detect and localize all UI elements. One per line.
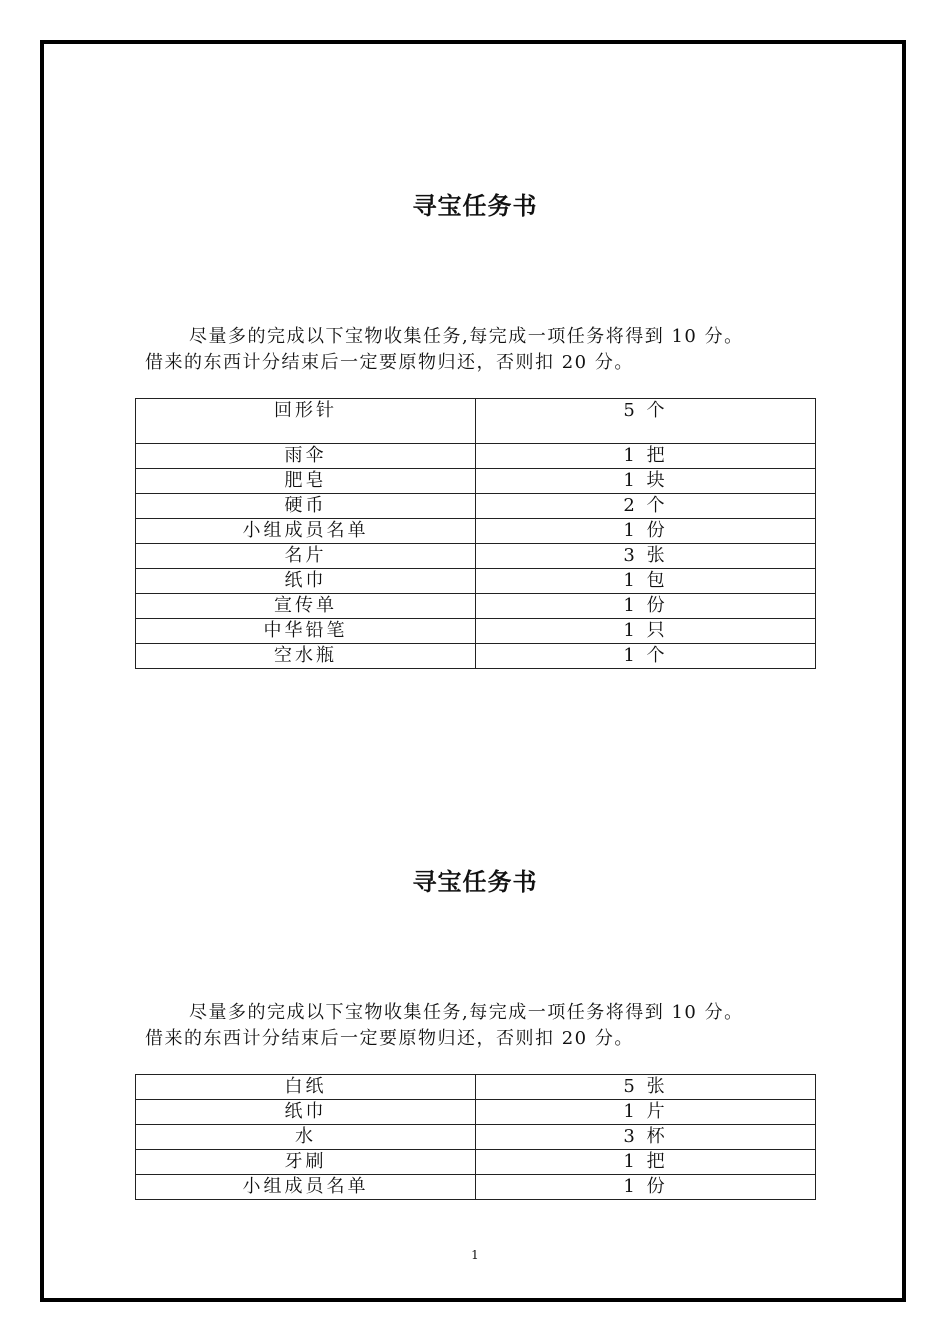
item-qty-cell: 1 把 [476,1150,816,1175]
table-row [136,1150,816,1175]
item-qty-cell: 5 个 [476,399,816,444]
item-qty-cell: 3 张 [476,544,816,569]
item-qty-cell: 5 张 [476,1075,816,1100]
item-name-cell: 中华铅笔 [136,619,476,644]
section-2-intro-line-2: 借来的东西计分结束后一定要原物归还，否则扣 20 分。 [145,1028,634,1049]
page-number: 1 [471,1248,479,1262]
item-name-cell: 肥皂 [136,469,476,494]
item-name-cell: 白纸 [136,1075,476,1100]
table-row [136,469,816,494]
item-qty-cell: 1 个 [476,644,816,669]
item-name-cell: 宣传单 [136,594,476,619]
item-qty-cell: 1 份 [476,1175,816,1200]
table-row [136,1125,816,1150]
table-row [136,544,816,569]
table-row [136,1175,816,1200]
item-qty-cell: 2 个 [476,494,816,519]
item-name-cell: 小组成员名单 [136,519,476,544]
item-name-cell: 牙刷 [136,1150,476,1175]
table-row [136,1075,816,1100]
table-row [136,494,816,519]
table-row [136,444,816,469]
section-1-intro-line-2: 借来的东西计分结束后一定要原物归还，否则扣 20 分。 [145,352,634,373]
item-name-cell: 纸巾 [136,1100,476,1125]
section-2-title: 寻宝任务书 [412,868,538,896]
item-name-cell: 雨伞 [136,444,476,469]
item-name-cell: 名片 [136,544,476,569]
section-2-intro [145,1000,825,1052]
table-row [136,644,816,669]
item-qty-cell: 1 只 [476,619,816,644]
item-name-cell: 纸巾 [136,569,476,594]
table-row [136,519,816,544]
table-row [136,619,816,644]
table-row [136,594,816,619]
table-row [136,1100,816,1125]
section-1-intro [145,324,825,376]
table-row [136,399,816,444]
item-qty-cell: 1 块 [476,469,816,494]
item-name-cell: 水 [136,1125,476,1150]
item-qty-cell: 1 份 [476,519,816,544]
table-row [136,569,816,594]
item-name-cell: 回形针 [136,399,476,444]
item-qty-cell: 1 把 [476,444,816,469]
section-2-items-table [135,1074,816,1200]
item-qty-cell: 1 片 [476,1100,816,1125]
item-name-cell: 小组成员名单 [136,1175,476,1200]
item-qty-cell: 3 杯 [476,1125,816,1150]
item-name-cell: 硬币 [136,494,476,519]
item-name-cell: 空水瓶 [136,644,476,669]
item-qty-cell: 1 包 [476,569,816,594]
section-1-title: 寻宝任务书 [412,192,538,220]
section-1-items-table [135,398,816,669]
item-qty-cell: 1 份 [476,594,816,619]
section-2-intro-line-1: 尽量多的完成以下宝物收集任务,每完成一项任务将得到 10 分。 [189,1002,744,1023]
section-1-intro-line-1: 尽量多的完成以下宝物收集任务,每完成一项任务将得到 10 分。 [189,326,744,347]
